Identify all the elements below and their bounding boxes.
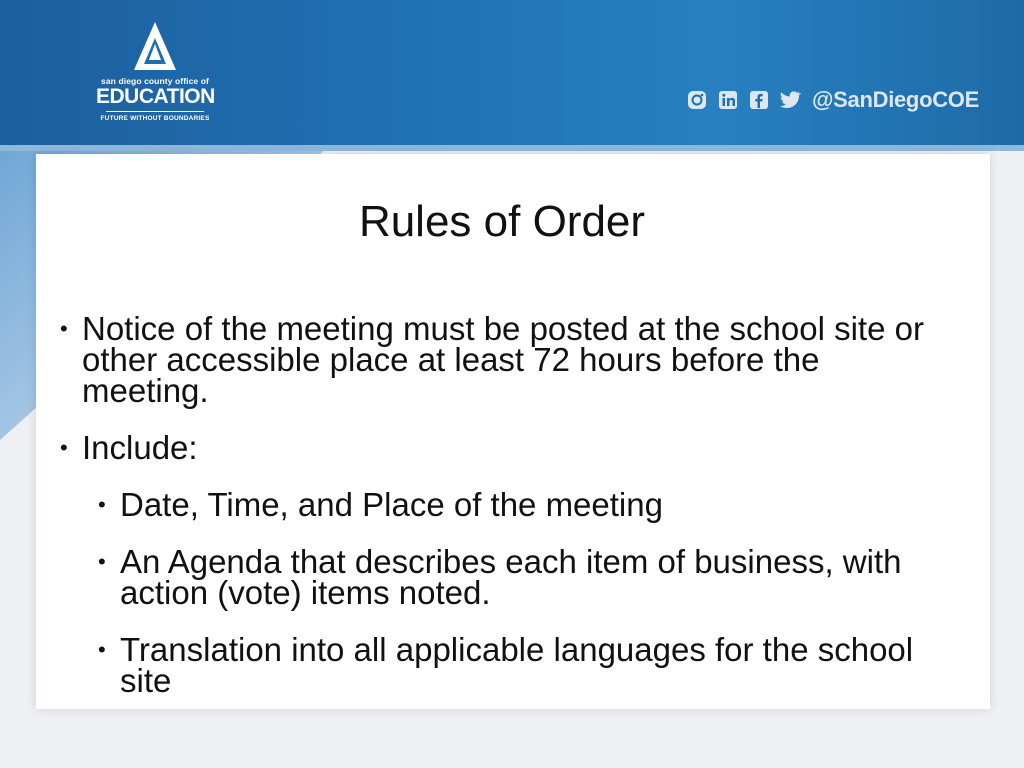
triangle-logo-icon bbox=[132, 20, 178, 72]
bullet-item bbox=[58, 429, 938, 466]
social-handle[interactable]: @SanDiegoCOE bbox=[812, 87, 979, 112]
bullet-dot: • bbox=[60, 316, 68, 341]
bullet-item bbox=[58, 310, 938, 409]
logo-line2: EDUCATION bbox=[96, 85, 215, 108]
bullet-text: Notice of the meeting must be posted at the school site or other accessible place at least 72 hours before the meeting. bbox=[82, 310, 924, 409]
bullet-text: Date, Time, and Place of the meeting bbox=[120, 486, 663, 523]
facebook-icon[interactable] bbox=[748, 89, 770, 111]
logo-line1: san diego county office of bbox=[101, 76, 209, 86]
bullet-dot: • bbox=[98, 549, 106, 574]
instagram-icon[interactable] bbox=[686, 89, 708, 111]
linkedin-icon[interactable] bbox=[717, 89, 739, 111]
bullet-dot: • bbox=[98, 492, 106, 517]
social-bar bbox=[686, 86, 979, 114]
slide-title: Rules of Order bbox=[358, 197, 646, 246]
bullet-dot: • bbox=[98, 637, 106, 662]
bullet-dot: • bbox=[60, 435, 68, 460]
sub-bullet-item bbox=[96, 543, 938, 611]
sub-bullet-item bbox=[96, 486, 938, 523]
sub-bullet-item bbox=[96, 631, 938, 699]
header-accent-strip bbox=[0, 145, 1024, 151]
logo-divider bbox=[106, 111, 204, 112]
bullet-list bbox=[58, 310, 938, 722]
bullet-text: Include: bbox=[82, 429, 198, 466]
logo-tagline: FUTURE WITHOUT BOUNDARIES bbox=[100, 115, 210, 122]
bullet-text: Translation into all applicable languages for the school site bbox=[120, 631, 914, 699]
sdcoe-logo bbox=[96, 20, 214, 132]
bullet-text: An Agenda that describes each item of business, with action (vote) items noted. bbox=[120, 543, 902, 611]
twitter-icon[interactable] bbox=[779, 89, 801, 111]
